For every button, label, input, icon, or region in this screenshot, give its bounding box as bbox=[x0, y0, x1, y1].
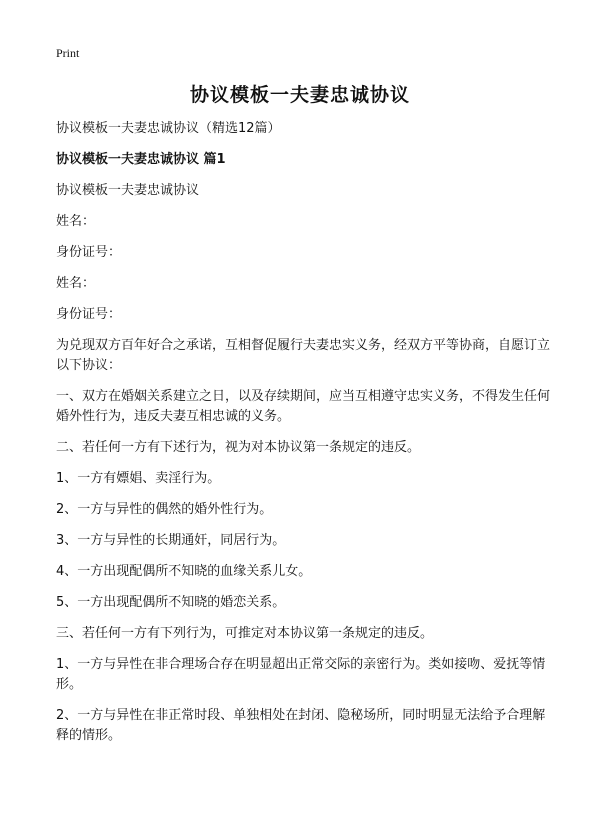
party-id-label: 身份证号： bbox=[56, 245, 122, 260]
list-item: 2、一方与异性在非正常时段、单独相处在封闭、隐秘场所，同时明显无法给予合理解释的情形。 bbox=[56, 708, 546, 743]
party-id-label: 身份证号： bbox=[56, 307, 122, 322]
page-title: 协议模板一夫妻忠诚协议 bbox=[189, 84, 410, 106]
party-name-label: 姓名： bbox=[56, 214, 96, 229]
list-item: 1、一方与异性在非合理场合存在明显超出正常交际的亲密行为。类如接吻、爱抚等情形。 bbox=[56, 657, 546, 692]
list-item: 5、一方出现配偶所不知晓的婚恋关系。 bbox=[56, 595, 286, 610]
document-subtitle: 协议模板一夫妻忠诚协议（精选12篇） bbox=[56, 121, 281, 136]
list-item: 2、一方与异性的偶然的婚外性行为。 bbox=[56, 502, 273, 517]
print-link[interactable]: Print bbox=[56, 46, 80, 60]
clause-paragraph: 一、双方在婚姻关系建立之日，以及存续期间，应当互相遵守忠实义务，不得发生任何婚外性行为，违反夫妻互相忠诚的义务。 bbox=[56, 389, 551, 424]
list-item: 1、一方有嫖娼、卖淫行为。 bbox=[56, 471, 221, 486]
list-item: 4、一方出现配偶所不知晓的血缘关系儿女。 bbox=[56, 564, 312, 579]
clause-paragraph: 二、若任何一方有下述行为，视为对本协议第一条规定的违反。 bbox=[56, 440, 421, 455]
party-name-label: 姓名： bbox=[56, 276, 96, 291]
clause-paragraph: 三、若任何一方有下列行为，可推定对本协议第一条规定的违反。 bbox=[56, 626, 434, 641]
section-heading: 协议模板一夫妻忠诚协议 篇1 bbox=[56, 152, 226, 167]
preamble-paragraph: 为兑现双方百年好合之承诺，互相督促履行夫妻忠实义务，经双方平等协商，自愿订立以下协议： bbox=[56, 338, 551, 373]
list-item: 3、一方与异性的长期通奸，同居行为。 bbox=[56, 533, 286, 548]
document-body bbox=[56, 119, 550, 757]
agreement-name: 协议模板一夫妻忠诚协议 bbox=[56, 183, 200, 198]
